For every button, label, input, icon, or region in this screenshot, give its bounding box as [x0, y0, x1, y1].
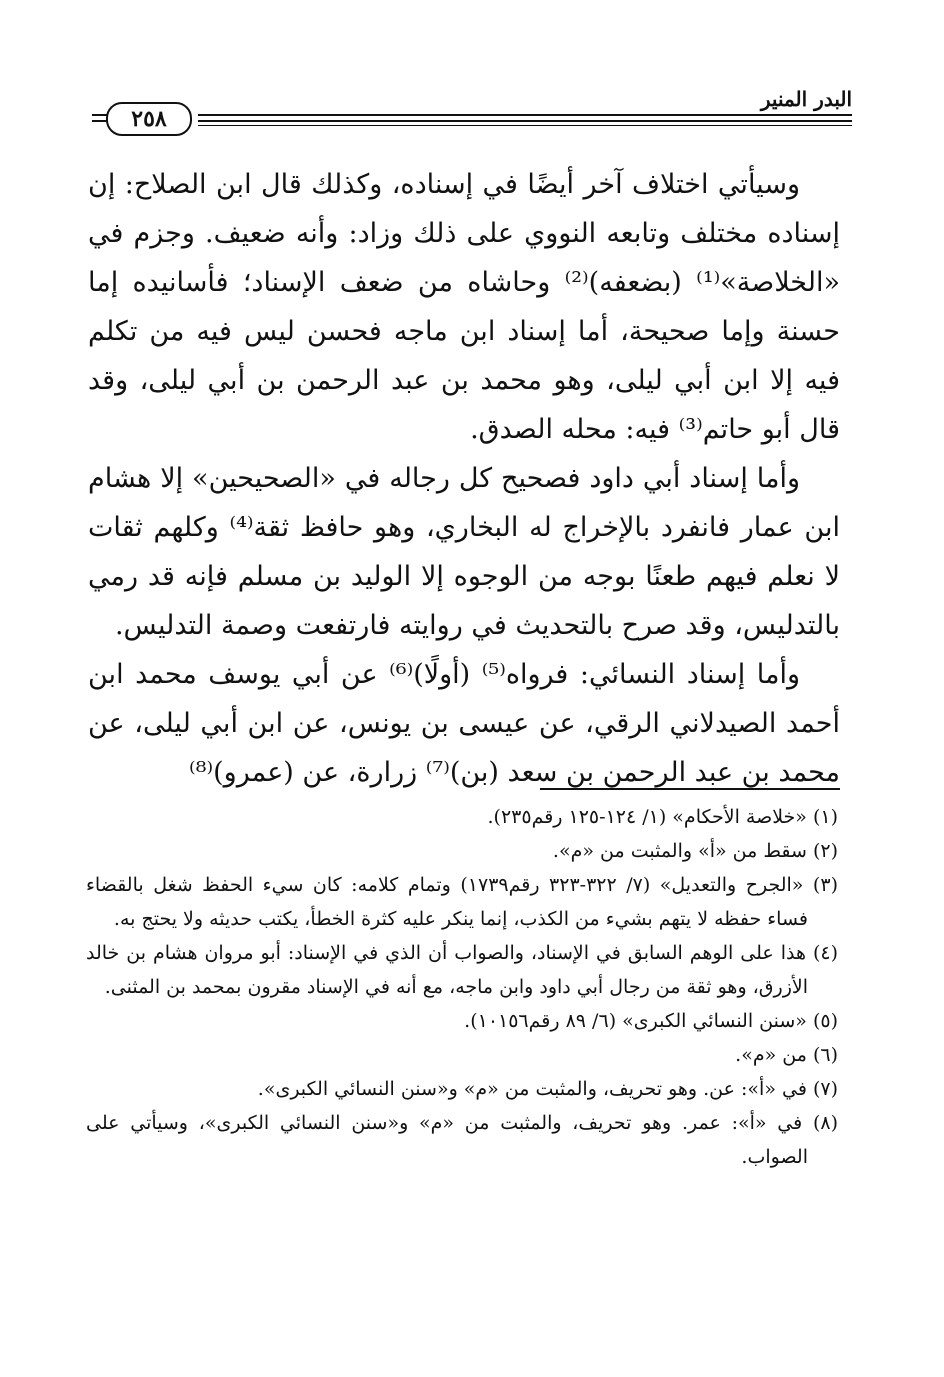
footnote: (٦) من «م». [735, 1044, 838, 1066]
footnote: (٢) سقط من «أ» والمثبت من «م». [552, 840, 838, 862]
footnote-separator [540, 788, 840, 790]
page-number: ٢٥٨ [106, 102, 192, 136]
footnote: (٧) في «أ»: عن. وهو تحريف، والمثبت من «م» و«سنن النسائي الكبرى». [257, 1078, 838, 1100]
running-title: البدر المنير [760, 87, 852, 111]
header-rule [198, 114, 852, 116]
header-rule [198, 120, 852, 122]
footnote: (٨) في «أ»: عمر. وهو تحريف، والمثبت من «م» و«سنن النسائي الكبرى»، وسيأتي على الصواب. [86, 1112, 838, 1168]
page-header [92, 86, 852, 138]
footnote: (٣) «الجرح والتعديل» (٧/ ٣٢٢-٣٢٣ رقم١٧٣٩) وتمام كلامه: كان سيء الحفظ شغل بالقضاء فساء حفظه لا يتهم بشيء من الكذب، إنما ينكر عليه كثرة الخطأ، يكتب حديثه ولا يحتج به. [86, 874, 838, 930]
header-rule [198, 125, 852, 126]
main-text [88, 160, 840, 797]
footnote: (١) «خلاصة الأحكام» (١/ ١٢٤-١٢٥ رقم٢٣٥). [487, 806, 838, 828]
paragraph: وأما إسناد النسائي: فرواه⁽⁵⁾ (أولًا)⁽⁶⁾ عن أبي يوسف محمد ابن أحمد الصيدلاني الرقي، عن عيسى بن يونس، عن ابن أبي ليلى، عن محمد بن عبد الرحمن بن سعد (بن)⁽⁷⁾ زرارة، عن (عمرو)⁽⁸⁾ [88, 659, 840, 788]
paragraph: وسيأتي اختلاف آخر أيضًا في إسناده، وكذلك قال ابن الصلاح: إن إسناده مختلف وتابعه النووي على ذلك وزاد: وأنه ضعيف. وجزم في «الخلاصة»⁽¹⁾ (بضعفه)⁽²⁾ وحاشاه من ضعف الإسناد؛ فأسانيده إما حسنة وإما صحيحة، أما إسناد ابن ماجه فحسن ليس فيه من تكلم فيه إلا ابن أبي ليلى، وهو محمد بن عبد الرحمن بن أبي ليلى، وقد قال أبو حاتم⁽³⁾ فيه: محله الصدق. [88, 169, 840, 445]
footnote: (٥) «سنن النسائي الكبرى» (٦/ ٨٩ رقم١٠١٥٦). [464, 1010, 838, 1032]
paragraph: وأما إسناد أبي داود فصحيح كل رجاله في «الصحيحين» إلا هشام ابن عمار فانفرد بالإخراج له البخاري، وهو حافظ ثقة⁽⁴⁾ وكلهم ثقات لا نعلم فيهم طعنًا بوجه من الوجوه إلا الوليد بن مسلم فإنه قد رمي بالتدليس، وقد صرح بالتحديث في روايته فارتفعت وصمة التدليس. [88, 463, 840, 641]
footnote: (٤) هذا على الوهم السابق في الإسناد، والصواب أن الذي في الإسناد: أبو مروان هشام بن خالد الأزرق، وهو ثقة من رجال أبي داود وابن ماجه، مع أنه في الإسناد مقرون بمحمد بن المثنى. [86, 942, 838, 998]
footnotes [86, 800, 838, 1174]
